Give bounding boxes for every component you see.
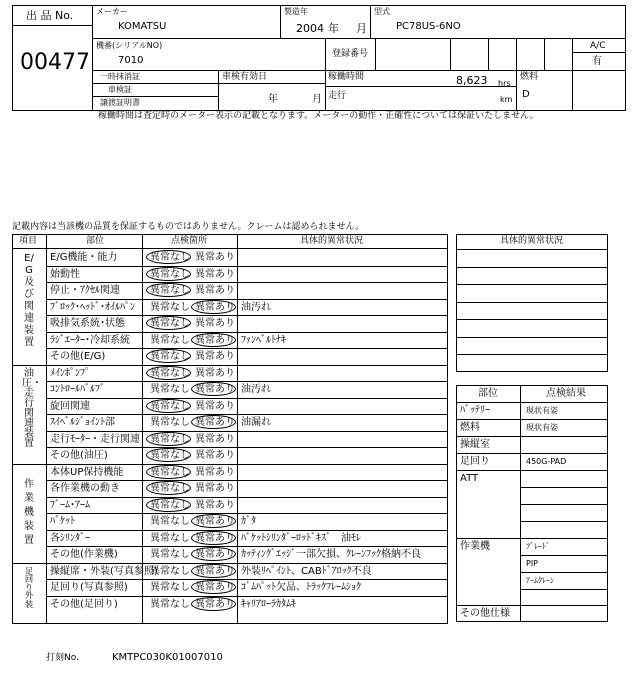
status-none-option[interactable]: 異常なし — [150, 598, 190, 610]
detail-line — [456, 319, 608, 320]
status-none-option[interactable]: 異常なし — [150, 384, 190, 395]
result-row-divider — [456, 538, 608, 539]
part-name: ﾊﾞｹｯﾄ — [50, 516, 75, 527]
row-divider — [46, 348, 448, 349]
result-header-result: 点検結果 — [546, 388, 586, 399]
year-label: 製造年 — [284, 7, 308, 16]
status-none-option[interactable]: 異常なし — [150, 417, 190, 428]
selected-circle — [191, 382, 236, 396]
status-some-option[interactable]: 異常あり — [195, 417, 235, 428]
abnormal-detail: ｶﾞﾀ — [241, 516, 256, 527]
group-label: E/G及び関連装置 — [24, 253, 34, 348]
result-part: その他仕様 — [460, 608, 510, 619]
status-some-option[interactable]: 異常あり — [195, 301, 235, 313]
detail-line — [456, 302, 608, 303]
status-some-option[interactable]: 異常あり — [195, 384, 235, 395]
serial-value: 7010 — [118, 55, 144, 66]
status-some-option[interactable]: 異常あり — [195, 334, 235, 346]
result-row-divider — [520, 487, 608, 488]
status-some-option[interactable]: 異常あり — [195, 532, 235, 544]
right-detail-header: 具体的異常状況 — [500, 236, 564, 246]
abnormal-detail: ｺﾞﾑﾊﾟｯﾄ欠品、ﾄﾗｯｸﾌﾚｰﾑｼｮｸ — [241, 582, 361, 593]
disclaimer: 記載内容は当該機の品質を保証するものではありません。クレームは認められません。 — [12, 222, 365, 232]
status-none-option[interactable]: 異常なし — [150, 582, 190, 593]
status-some-option[interactable]: 異常あり — [195, 252, 235, 263]
status-none-option[interactable]: 異常なし — [150, 400, 190, 412]
row-divider — [46, 530, 448, 531]
part-name: 各ｼﾘﾝﾀﾞｰ — [50, 532, 90, 544]
selected-circle — [191, 300, 236, 314]
transfer-cert-label: 譲渡証明書 — [100, 98, 140, 107]
row-divider — [46, 431, 448, 432]
status-some-option[interactable]: 異常あり — [195, 565, 235, 577]
row-divider — [46, 315, 448, 316]
status-some-option[interactable]: 異常あり — [195, 268, 235, 280]
detail-line — [456, 267, 608, 268]
part-name: ｺﾝﾄﾛｰﾙﾊﾞﾙﾌﾞ — [50, 384, 105, 395]
selected-circle — [146, 481, 191, 495]
detail-line — [456, 249, 608, 250]
part-name: その他(足回り) — [50, 598, 118, 610]
row-divider — [46, 480, 448, 481]
selected-circle — [191, 514, 236, 528]
row-divider — [12, 365, 448, 366]
maker-label: メーカー — [96, 7, 128, 16]
year-unit: 年 — [328, 22, 339, 35]
selected-circle — [146, 267, 191, 281]
selected-circle — [191, 415, 236, 429]
row-divider — [12, 563, 448, 564]
group-label: 足回り外装 — [24, 565, 34, 609]
status-none-option[interactable]: 異常なし — [150, 285, 190, 296]
hours-label: 稼働時間 — [328, 72, 365, 82]
detail-line — [456, 284, 608, 285]
inspection-expiry-label: 車検有効日 — [222, 72, 268, 82]
lot-label: 出 品 No. — [26, 9, 74, 22]
result-part: 作業機 — [460, 541, 490, 552]
mileage-label: 走行 — [328, 91, 347, 101]
status-some-option[interactable]: 異常あり — [195, 318, 235, 329]
part-name: 各作業機の動き — [50, 483, 120, 494]
result-value: ｱｰﾑｸﾚｰﾝ — [526, 576, 554, 585]
result-value: ﾌﾞﾚｰﾄﾞ — [526, 542, 550, 551]
header-item: 項目 — [19, 236, 38, 246]
status-none-option[interactable]: 異常なし — [150, 351, 190, 362]
registration-label: 登録番号 — [332, 49, 369, 59]
status-none-option[interactable]: 異常なし — [150, 483, 190, 494]
status-none-option[interactable]: 異常なし — [150, 532, 190, 544]
result-part: 足回り — [460, 456, 490, 467]
status-some-option[interactable]: 異常あり — [195, 483, 235, 494]
selected-circle — [191, 333, 236, 347]
result-row-divider — [456, 436, 608, 437]
row-divider — [46, 381, 448, 382]
result-part: 操縦室 — [460, 439, 490, 450]
selected-circle — [146, 283, 191, 297]
result-part: ATT — [460, 473, 479, 484]
row-divider — [46, 513, 448, 514]
status-some-option[interactable]: 異常あり — [195, 598, 235, 610]
status-none-option[interactable]: 異常なし — [150, 499, 190, 511]
row-divider — [46, 414, 448, 415]
header-check: 点検箇所 — [171, 236, 208, 246]
selected-circle — [191, 531, 236, 545]
selected-circle — [146, 366, 191, 380]
selected-circle — [146, 498, 191, 512]
part-name: ｽｲﾍﾞﾙｼﾞｮｲﾝﾄ部 — [50, 417, 115, 428]
result-row-divider — [456, 419, 608, 420]
ac-value: 有 — [592, 56, 602, 67]
status-some-option[interactable]: 異常あり — [195, 367, 235, 379]
result-row-divider — [456, 453, 608, 454]
result-row-divider — [520, 572, 608, 573]
status-none-option[interactable]: 異常なし — [150, 549, 190, 560]
result-value: 450G-PAD — [526, 457, 567, 466]
part-name: 本体UP保持機能 — [50, 466, 124, 478]
result-value: 現状有姿 — [526, 423, 558, 432]
status-some-option[interactable]: 異常あり — [195, 400, 235, 412]
part-name: ﾒｲﾝﾎﾟﾝﾌﾟ — [50, 367, 90, 379]
status-none-option[interactable]: 異常なし — [150, 466, 190, 478]
result-row-divider — [456, 605, 608, 606]
inspection-cert-label: 車検証 — [108, 85, 132, 94]
status-none-option[interactable]: 異常なし — [150, 565, 190, 577]
part-name: ﾌﾞﾛｯｸ･ﾍｯﾄﾞ･ｵｲﾙﾊﾟﾝ — [50, 301, 135, 313]
status-some-option[interactable]: 異常あり — [195, 549, 235, 560]
row-divider — [12, 464, 448, 465]
selected-circle — [146, 465, 191, 479]
model-value: PC78US-6NO — [396, 21, 461, 32]
abnormal-detail: 油汚れ — [241, 301, 271, 313]
result-header-part: 部位 — [478, 388, 498, 399]
status-none-option[interactable]: 異常なし — [150, 318, 190, 329]
status-some-option[interactable]: 異常あり — [195, 351, 235, 362]
part-name: 旋回関連 — [50, 400, 90, 412]
abnormal-detail: ﾊﾞｹｯﾄｼﾘﾝﾀﾞｰﾛｯﾄﾞｷｽﾞ 油ﾓﾚ — [241, 532, 361, 544]
status-some-option[interactable]: 異常あり — [195, 499, 235, 511]
part-name: ﾗｼﾞｴｰﾀｰ･冷却系統 — [50, 334, 130, 346]
status-none-option[interactable]: 異常なし — [150, 367, 190, 379]
fuel-label: 燃料 — [520, 72, 539, 82]
selected-circle — [146, 448, 191, 462]
abnormal-detail: 外装ﾘﾍﾟｲﾝﾄ、CABﾄﾞｱﾛｯｸ不良 — [241, 565, 372, 577]
result-row-divider — [520, 521, 608, 522]
model-label: 型式 — [374, 7, 390, 16]
result-part: 燃料 — [460, 422, 480, 433]
row-divider — [46, 596, 448, 597]
header-detail: 具体的異常状況 — [300, 236, 364, 246]
hours-value: 8,623 — [456, 74, 488, 87]
status-none-option[interactable]: 異常なし — [150, 252, 190, 263]
row-divider — [46, 579, 448, 580]
header-part: 部位 — [86, 236, 105, 246]
result-row-divider — [520, 589, 608, 590]
part-name: 走行ﾓｰﾀｰ・走行関連 — [50, 433, 140, 445]
stamp-label: 打刻No. — [46, 653, 79, 663]
part-name: 操縦席・外装(写真参照) — [50, 565, 158, 577]
abnormal-detail: ｶｯﾃｨﾝｸﾞｴｯｼﾞ一部欠損、ｸﾚｰﾝﾌｯｸ格納不良 — [241, 549, 421, 560]
fuel-value: D — [522, 89, 530, 100]
part-name: ﾌﾞｰﾑ･ｱｰﾑ — [50, 499, 90, 511]
result-row-divider — [520, 555, 608, 556]
row-divider — [46, 332, 448, 333]
result-value: 現状有姿 — [526, 406, 558, 415]
part-name: 始動性 — [50, 268, 80, 280]
selected-circle — [146, 349, 191, 363]
part-name: 足回り(写真参照) — [50, 582, 128, 593]
temp-cert-label: 一時抹消証 — [100, 72, 140, 81]
stamp-value: KMTPC030K01007010 — [112, 652, 223, 663]
status-none-option[interactable]: 異常なし — [150, 334, 190, 346]
selected-circle — [146, 250, 191, 264]
status-none-option[interactable]: 異常なし — [150, 301, 190, 313]
result-row-divider — [520, 504, 608, 505]
abnormal-detail: ﾌｧﾝﾍﾞﾙﾄﾅｷ — [241, 334, 286, 346]
result-part: ﾊﾞｯﾃﾘｰ — [460, 405, 490, 416]
part-name: E/G機能・能力 — [50, 252, 118, 263]
status-some-option[interactable]: 異常あり — [195, 466, 235, 478]
maker-value: KOMATSU — [118, 21, 167, 32]
status-some-option[interactable]: 異常あり — [195, 433, 235, 445]
selected-circle — [146, 399, 191, 413]
selected-circle — [146, 316, 191, 330]
expiry-year-unit: 年 — [268, 94, 278, 105]
part-name: その他(E/G) — [50, 351, 106, 362]
part-name: その他(油圧) — [50, 450, 108, 461]
abnormal-detail: 油漏れ — [241, 417, 271, 428]
selected-circle — [191, 580, 236, 594]
selected-circle — [191, 564, 236, 578]
part-name: 停止・ｱｸｾﾙ関連 — [50, 285, 120, 296]
part-name: その他(作業機) — [50, 549, 118, 560]
row-divider — [46, 497, 448, 498]
km-unit: km — [500, 95, 513, 104]
selected-circle — [146, 432, 191, 446]
status-some-option[interactable]: 異常あり — [195, 450, 235, 461]
status-some-option[interactable]: 異常あり — [195, 582, 235, 593]
row-divider — [46, 398, 448, 399]
serial-label: 機番(シリアルNO) — [96, 41, 163, 50]
selected-circle — [191, 597, 236, 611]
status-none-option[interactable]: 異常なし — [150, 433, 190, 445]
abnormal-detail: 油汚れ — [241, 384, 271, 395]
part-name: 吸排気系統･状態 — [50, 318, 125, 329]
hours-note: 稼働時間は査定時のメーター表示の記載となります。メーターの動作・正確性については保証いたしません。 — [98, 111, 539, 121]
result-row-divider — [456, 470, 608, 471]
group-label: 油圧・走行関連装置 — [22, 367, 42, 450]
lot-number: 00477 — [20, 50, 90, 75]
result-value: PIP — [526, 559, 539, 568]
status-none-option[interactable]: 異常なし — [150, 268, 190, 280]
detail-line — [456, 354, 608, 355]
result-row-divider — [456, 402, 608, 403]
hours-unit: hrs — [498, 79, 511, 88]
row-divider — [46, 299, 448, 300]
expiry-month-unit: 月 — [312, 94, 322, 105]
status-some-option[interactable]: 異常あり — [195, 516, 235, 527]
group-label: 作業機装置 — [24, 479, 34, 546]
status-none-option[interactable]: 異常なし — [150, 450, 190, 461]
row-divider — [46, 266, 448, 267]
status-none-option[interactable]: 異常なし — [150, 516, 190, 527]
row-divider — [46, 447, 448, 448]
year-value: 2004 — [296, 22, 324, 35]
row-divider — [46, 546, 448, 547]
detail-line — [456, 337, 608, 338]
abnormal-detail: ｷｬﾘｱﾛｰﾗｶﾀﾑｷ — [241, 598, 296, 610]
ac-label: A/C — [590, 41, 606, 51]
selected-circle — [191, 547, 236, 561]
status-some-option[interactable]: 異常あり — [195, 285, 235, 296]
row-divider — [46, 282, 448, 283]
month-unit: 月 — [356, 22, 367, 35]
